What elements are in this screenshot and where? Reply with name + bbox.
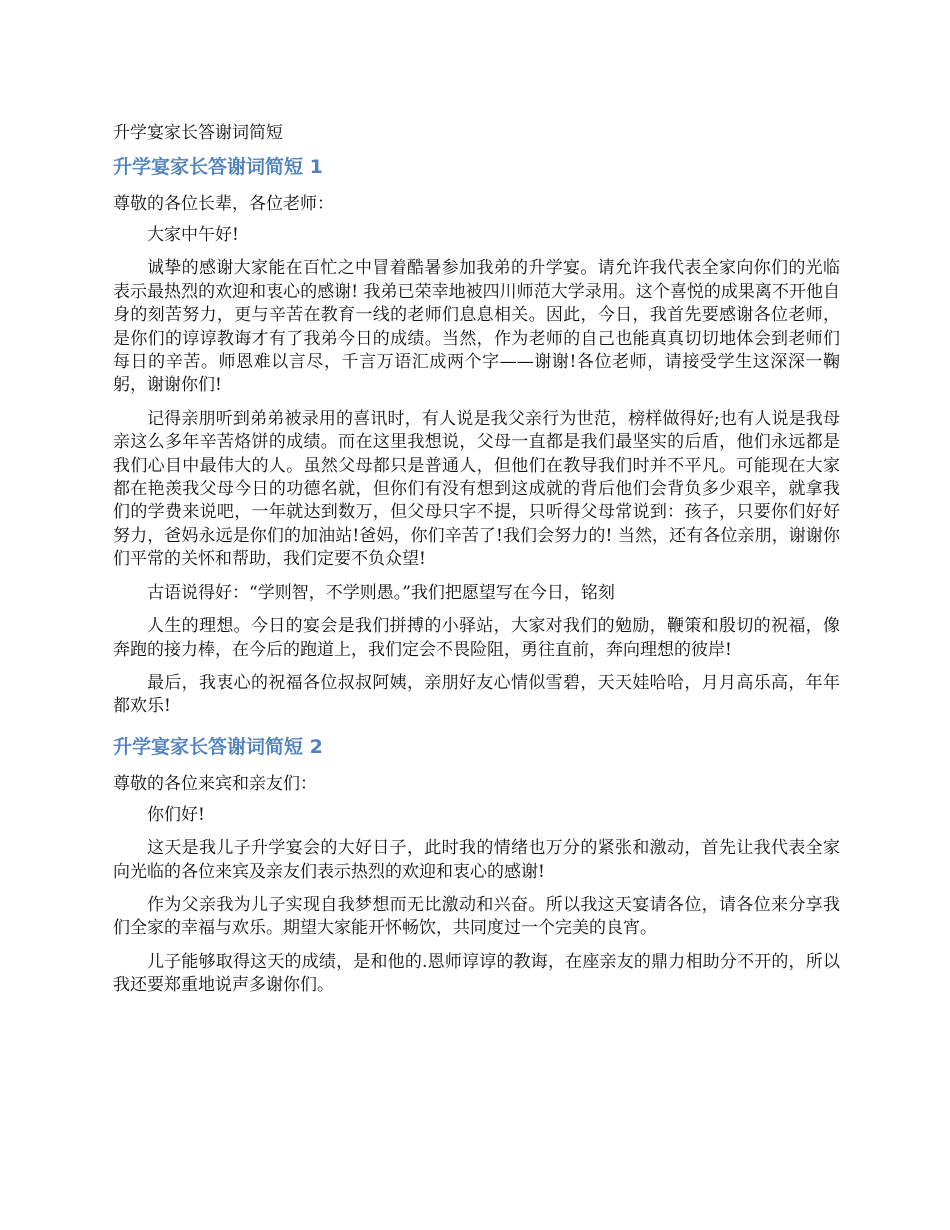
- document-title: 升学宴家长答谢词简短: [113, 123, 283, 143]
- section-heading-1: 升学宴家长答谢词简短 1: [113, 156, 323, 178]
- section-1-salutation: 尊敬的各位长辈，各位老师：: [113, 194, 334, 214]
- section-2-paragraph: 这天是我儿子升学宴会的大好日子，此时我的情绪也万分的紧张和激动，首先让我代表全家向光临的各位来宾及亲友们表示热烈的欢迎和衷心的感谢!: [113, 838, 840, 882]
- section-1-paragraph: 诚挚的感谢大家能在百忙之中冒着酷暑参加我弟的升学宴。请允许我代表全家向你们的光临表示最热烈的欢迎和衷心的感谢! 我弟已荣幸地被四川师范大学录用。这个喜悦的成果离不开他自身的刻苦努力，更与辛苦在教育一线的老师们息息相关。因此，今日，我首先要感谢各位老师，是你们的谆谆教诲才有了我弟今日的成绩。当然，作为老师的自己也能真真切切地体会到老师们每日的辛苦。师恩难以言尽，千言万语汇成两个字——谢谢!各位老师，请接受学生这深深一鞠躬，谢谢你们!: [113, 258, 840, 396]
- section-1-paragraph: 记得亲朋听到弟弟被录用的喜讯时，有人说是我父亲行为世范，榜样做得好;也有人说是我母亲这么多年辛苦烙饼的成绩。而在这里我想说，父母一直都是我们最坚实的后盾，他们永远都是我们心目中最伟大的人。虽然父母都只是普通人，但他们在教导我们时并不平凡。可能现在大家都在艳羡我父母今日的功德名就，但你们有没有想到这成就的背后他们会背负多少艰辛，就拿我们的学费来说吧，一年就达到数万，但父母只字不提，只听得父母常说到：孩子，只要你们好好努力，爸妈永远是你们的加油站!爸妈，你们辛苦了!我们会努力的! 当然，还有各位亲朋，谢谢你们平常的关怀和帮助，我们定要不负众望!: [113, 408, 840, 570]
- section-heading-2: 升学宴家长答谢词简短 2: [113, 735, 323, 758]
- document-page: [113, 120, 840, 1008]
- section-2-salutation: 尊敬的各位来宾和亲友们：: [113, 773, 317, 794]
- section-2-paragraph: 你们好!: [147, 804, 205, 825]
- section-1-paragraph: 最后，我衷心的祝福各位叔叔阿姨，亲朋好友心情似雪碧，天天娃哈哈，月月高乐高，年年都欢乐!: [113, 672, 840, 717]
- section-1-paragraph: 古语说得好：“学则智，不学则愚。”我们把愿望写在今日，铭刻: [147, 582, 615, 603]
- section-2-paragraph: 作为父亲我为儿子实现自我梦想而无比激动和兴奋。所以我这天宴请各位，请各位来分享我们全家的幸福与欢乐。期望大家能开怀畅饮，共同度过一个完美的良宵。: [113, 894, 840, 939]
- section-1-paragraph: 大家中午好!: [147, 225, 239, 245]
- section-1-paragraph: 人生的理想。今日的宴会是我们拼搏的小驿站，大家对我们的勉励，鞭策和殷切的祝福，像奔跑的接力棒，在今后的跑道上，我们定会不畏险阻，勇往直前，奔向理想的彼岸!: [113, 616, 840, 660]
- section-2-paragraph: 儿子能够取得这天的成绩，是和他的.恩师谆谆的教诲，在座亲友的鼎力相助分不开的，所以我还要郑重地说声多谢你们。: [113, 951, 840, 996]
